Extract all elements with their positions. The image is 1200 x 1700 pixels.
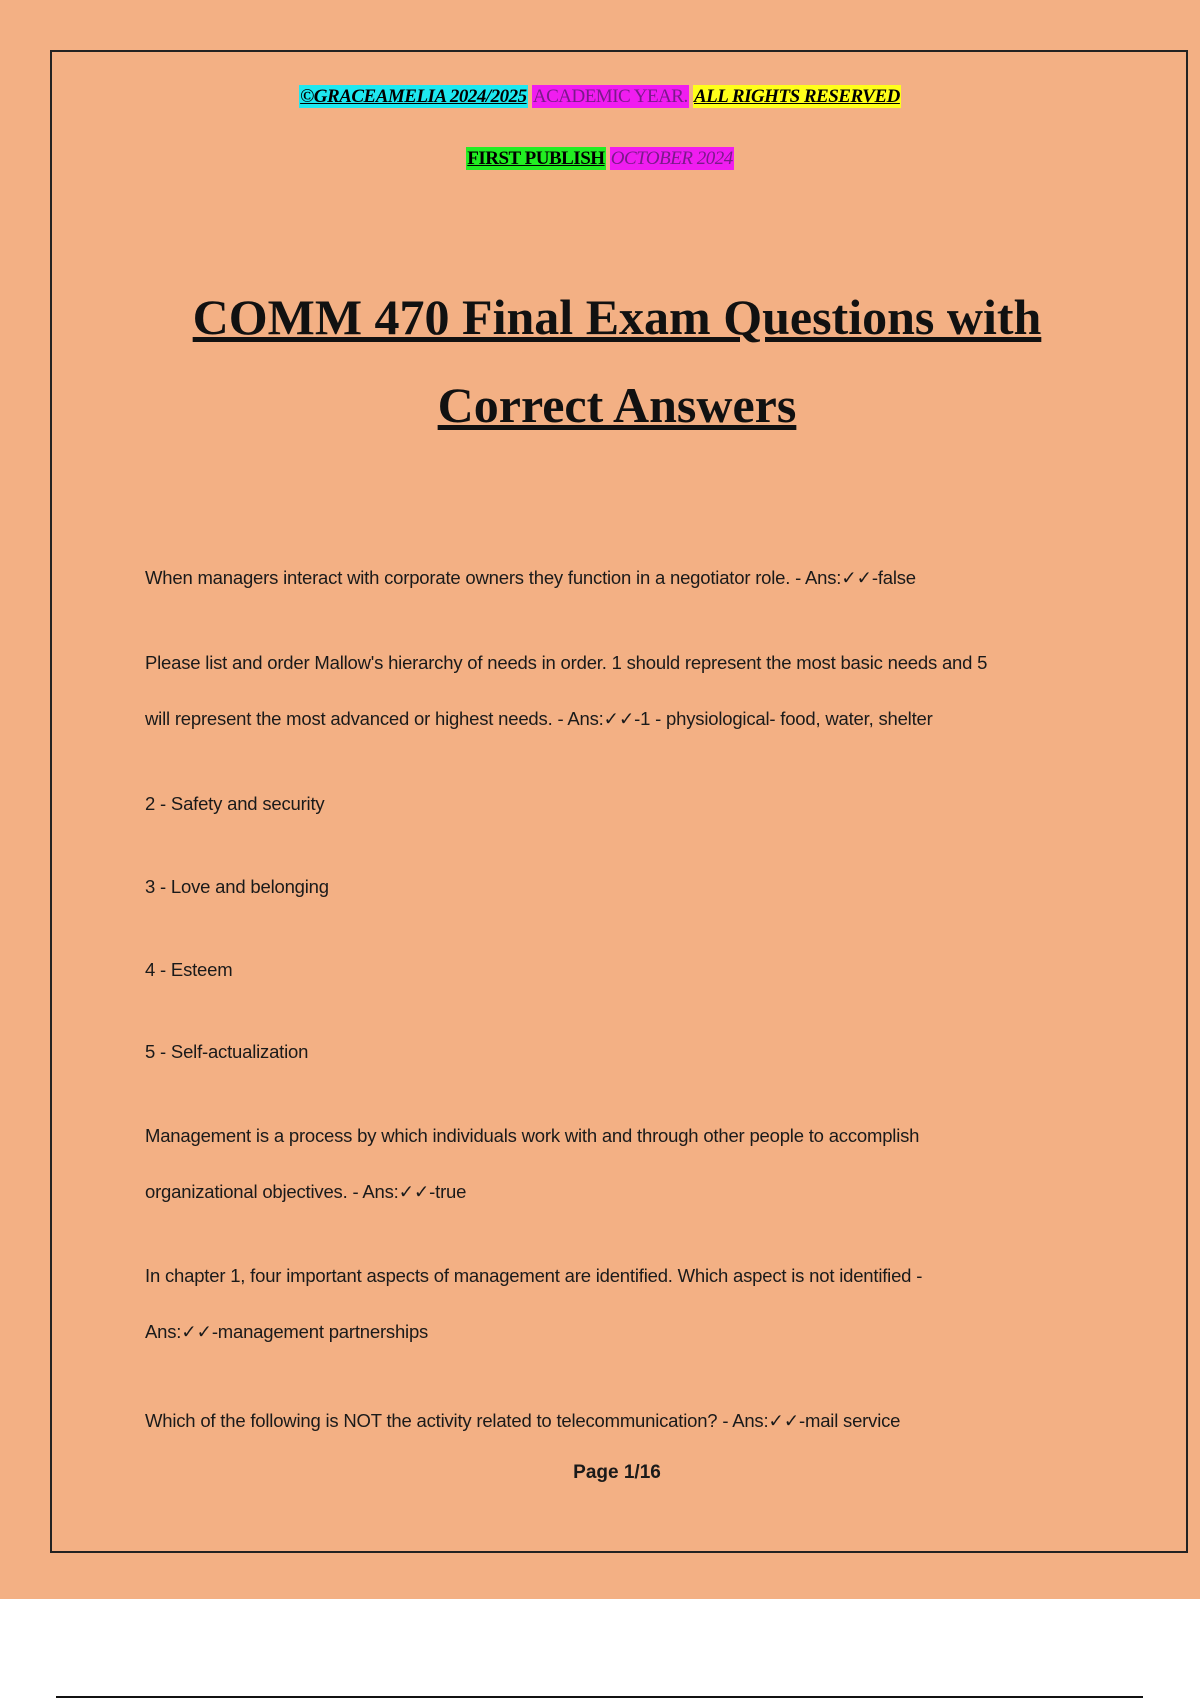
publish-date-text: OCTOBER 2024: [610, 148, 733, 169]
copyright-header: [0, 86, 1200, 108]
qa-line: organizational objectives. - Ans:✓✓-true: [145, 1181, 467, 1202]
qa-line: 3 - Love and belonging: [145, 876, 329, 897]
qa-line: Management is a process by which individuals work with and through other people to accomplish: [145, 1125, 920, 1146]
copyright-text: ©GRACEAMELIA 2024/2025: [300, 86, 527, 107]
qa-line: When managers interact with corporate owners they function in a negotiator role. - Ans:✓✓-false: [145, 567, 916, 588]
next-page-divider: [56, 1696, 1143, 1698]
qa-line: 2 - Safety and security: [145, 793, 325, 814]
page-number: Page 1/16: [573, 1462, 661, 1483]
qa-line: 5 - Self-actualization: [145, 1041, 309, 1062]
academic-year-text: ACADEMIC YEAR.: [532, 86, 688, 107]
qa-line: Please list and order Mallow's hierarchy of needs in order. 1 should represent the most basic needs and 5: [145, 652, 988, 673]
qa-line: will represent the most advanced or highest needs. - Ans:✓✓-1 - physiological- food, water, shelter: [145, 708, 933, 729]
qa-line: Ans:✓✓-management partnerships: [145, 1321, 429, 1342]
document-title-line2: Correct Answers: [437, 377, 797, 433]
document-title-line1: COMM 470 Final Exam Questions with: [192, 289, 1042, 345]
qa-line: In chapter 1, four important aspects of management are identified. Which aspect is not identified -: [145, 1265, 923, 1286]
first-publish-text: FIRST PUBLISH: [467, 148, 605, 169]
publish-header: [0, 148, 1200, 170]
qa-line: 4 - Esteem: [145, 959, 233, 980]
qa-line: Which of the following is NOT the activity related to telecommunication? - Ans:✓✓-mail service: [145, 1410, 901, 1431]
rights-text: ALL RIGHTS RESERVED: [693, 86, 900, 107]
